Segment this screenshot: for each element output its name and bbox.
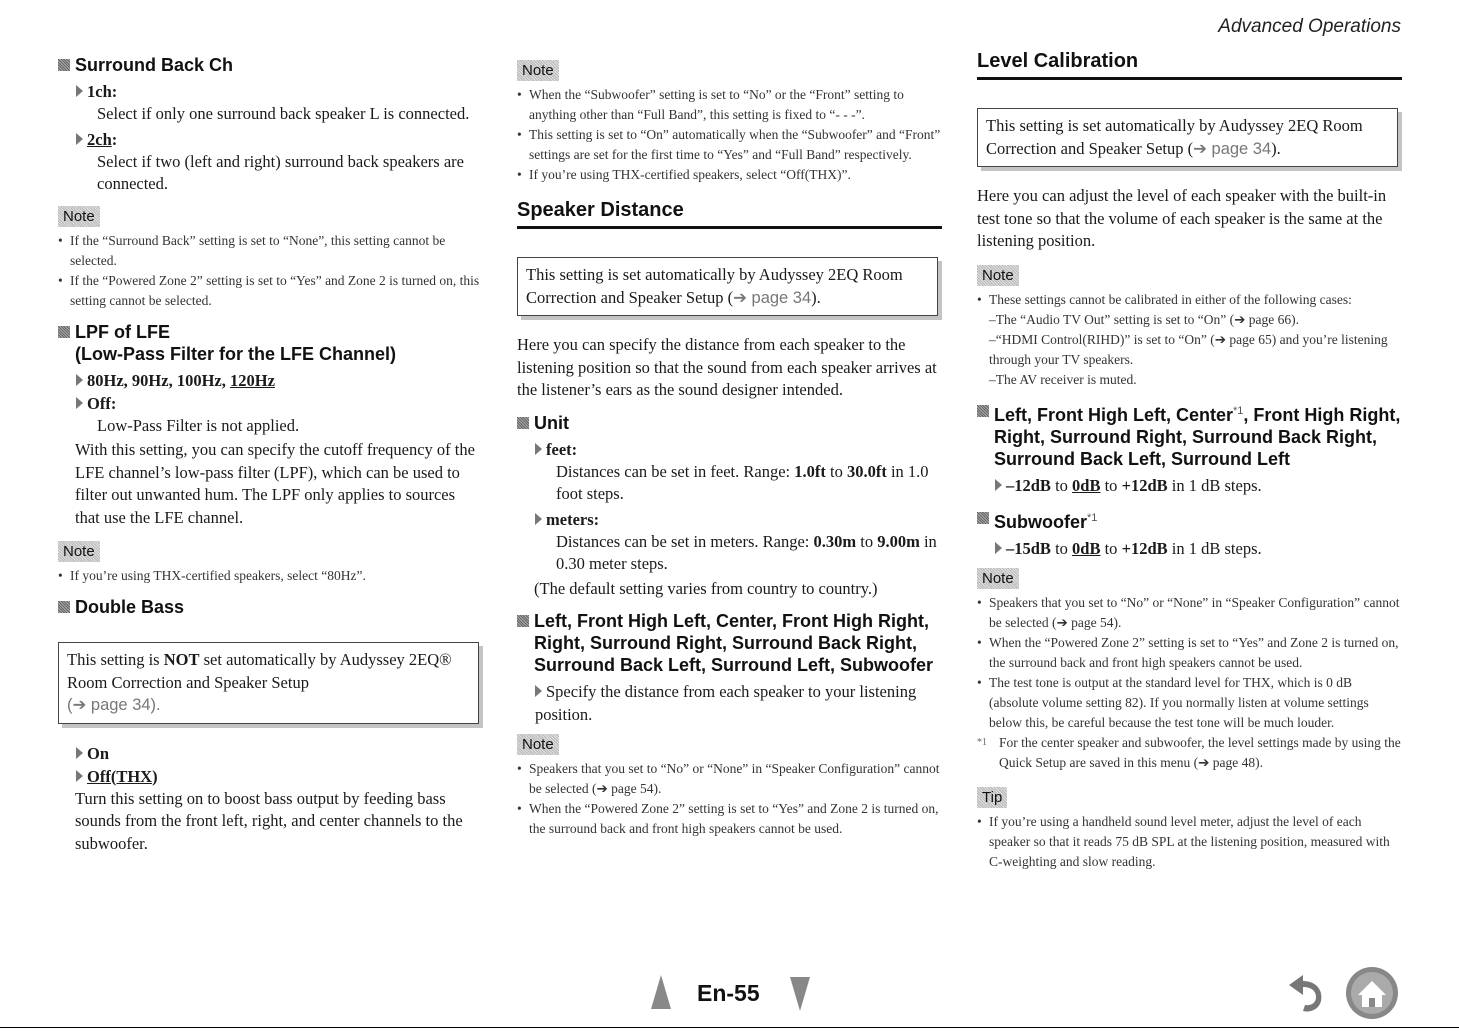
back-arrow-icon[interactable]	[1281, 971, 1327, 1015]
note-badge: Note	[517, 60, 559, 81]
tip-list	[977, 812, 1402, 872]
note-list	[977, 593, 1402, 773]
heading-speaker-distance: Speaker Distance	[517, 193, 942, 229]
section-title-lpf: LPF of LFE (Low-Pass Filter for the LFE Channel)	[58, 321, 483, 365]
note-item: • If the “Surround Back” setting is set to “None”, this setting cannot be selected.	[58, 231, 483, 271]
body-text: (The default setting varies from country to country.)	[534, 578, 878, 598]
triangle-bullet-icon	[535, 685, 542, 697]
section-title-speakers: Left, Front High Left, Center, Front High Right, Right, Surround Right, Surround Back Right, Surround Back Left, Surround Left, Subwoofer	[517, 610, 942, 676]
page-ref-link[interactable]: ➔ page 34	[733, 288, 812, 307]
option-level-range: –15dB to 0dB to +12dB in 1 dB steps.	[995, 537, 1402, 560]
triangle-bullet-icon	[76, 85, 83, 97]
next-page-icon[interactable]	[790, 977, 810, 1011]
column-left	[58, 44, 483, 859]
option-2ch: 2ch:	[76, 128, 483, 151]
tip-badge: Tip	[977, 787, 1007, 808]
bullet-square-icon	[977, 405, 989, 417]
triangle-bullet-icon	[76, 747, 83, 759]
option-desc: Select if two (left and right) surround back speakers are connected.	[97, 151, 464, 193]
body-text: With this setting, you can specify the cutoff frequency of the LFE channel’s low-pass filter (LPF), which can be used to filter out unwanted hum. The LPF only applies to sources that use the LFE channel.	[75, 440, 475, 527]
triangle-bullet-icon	[76, 397, 83, 409]
body-text: Here you can specify the distance from each speaker to the listening position so that the sound from each speaker arrives at the listener’s ears as the sound designer intended.	[517, 335, 937, 399]
note-item: • The test tone is output at the standard level for THX, which is 0 dB (absolute volume setting 82). If you normally listen at volume settings below this, be careful because the test tone will be much louder.	[977, 673, 1402, 733]
option-1ch: 1ch:	[76, 80, 483, 103]
bullet-square-icon	[977, 512, 989, 524]
note-list	[58, 566, 483, 586]
option-level-range: –12dB to 0dB to +12dB in 1 dB steps.	[995, 474, 1402, 497]
option-desc: Select if only one surround back speaker L is connected.	[97, 104, 470, 123]
bullet-square-icon	[58, 326, 70, 338]
note-list	[58, 231, 483, 311]
note-item: • This setting is set to “On” automatically when the “Subwoofer” and “Front” settings are set for the first time to “Yes” and “Full Band” respectively.	[517, 125, 942, 165]
note-subitem: –The “Audio TV Out” setting is set to “On” (➔ page 66).	[989, 311, 1299, 327]
note-subitem: –“HDMI Control(RIHD)” is set to “On” (➔ page 65) and you’re listening through your TV speakers.	[989, 331, 1388, 367]
note-item: • When the “Subwoofer” setting is set to “No” or the “Front” setting to anything other than “Full Band”, this setting is fixed to “- - -”.	[517, 85, 942, 125]
triangle-bullet-icon	[535, 443, 542, 455]
note-item: • If you’re using THX-certified speakers, select “Off(THX)”.	[517, 165, 942, 185]
option-off-thx: Off(THX)	[76, 765, 483, 788]
column-middle	[517, 44, 942, 845]
footnote-marker: *1	[1087, 511, 1098, 524]
note-item: • These settings cannot be calibrated in either of the following cases:	[977, 290, 1402, 310]
triangle-bullet-icon	[995, 479, 1002, 491]
note-item: • When the “Powered Zone 2” setting is set to “Yes” and Zone 2 is turned on, the surround back and front high speakers cannot be used.	[517, 799, 942, 839]
footnote-marker: *1	[1232, 404, 1244, 417]
heading-level-calibration: Level Calibration	[977, 44, 1402, 80]
note-badge: Note	[517, 734, 559, 755]
info-box: This setting is set automatically by Audyssey 2EQ Room Correction and Speaker Setup (➔ page 34).	[517, 257, 938, 316]
info-box: This setting is set automatically by Audyssey 2EQ Room Correction and Speaker Setup (➔ page 34).	[977, 108, 1398, 167]
note-list	[517, 759, 942, 839]
running-header: Advanced Operations	[1218, 16, 1401, 37]
body-text: Turn this setting on to boost bass output by feeding bass sounds from the front left, right, and center channels to the subwoofer.	[75, 788, 463, 853]
section-title-double-bass: Double Bass	[58, 596, 483, 618]
option-on: On	[76, 742, 483, 765]
note-badge: Note	[58, 206, 100, 227]
page-number: En-55	[697, 980, 760, 1006]
bullet-square-icon	[517, 615, 529, 627]
triangle-bullet-icon	[535, 513, 542, 525]
note-item: • When the “Powered Zone 2” setting is set to “Yes” and Zone 2 is turned on, the surround back and front high speakers cannot be used.	[977, 633, 1402, 673]
body-text: Here you can adjust the level of each speaker with the built-in test tone so that the volume of each speaker is the same at the listening position.	[977, 186, 1387, 250]
bottom-rule	[0, 1027, 1459, 1028]
note-item: • Speakers that you set to “No” or “None” in “Speaker Configuration” cannot be selected (➔ page 54).	[517, 759, 942, 799]
triangle-bullet-icon	[995, 542, 1002, 554]
note-badge: Note	[977, 568, 1019, 589]
bullet-square-icon	[58, 59, 70, 71]
section-title-speaker-levels: Left, Front High Left, Center$^{*1}$, Front High Right, Right, Surround Right, Surround Back Right, Surround Back Left, Surround Left	[977, 400, 1402, 470]
option-desc: Distances can be set in meters. Range: 0.30m to 9.00m in 0.30 meter steps.	[556, 531, 937, 573]
note-subitem: –The AV receiver is muted.	[989, 371, 1137, 387]
note-item: • Speakers that you set to “No” or “None” in “Speaker Configuration” cannot be selected (➔ page 54).	[977, 593, 1402, 633]
home-icon[interactable]	[1342, 965, 1402, 1021]
section-title-unit: Unit	[517, 412, 942, 434]
note-badge: Note	[58, 541, 100, 562]
option-desc: Low-Pass Filter is not applied.	[97, 415, 300, 435]
page-ref-link[interactable]: (➔ page 34).	[67, 696, 161, 714]
option-distance: Specify the distance from each speaker to your listening position.	[535, 682, 917, 724]
section-title-subwoofer: Subwoofer$^{*1}$	[977, 507, 1402, 533]
triangle-bullet-icon	[76, 374, 83, 386]
note-list	[977, 290, 1402, 390]
option-frequencies: 80Hz, 90Hz, 100Hz, 120Hz	[76, 369, 483, 392]
option-feet: feet:	[535, 438, 942, 461]
note-badge: Note	[977, 265, 1019, 286]
previous-page-icon[interactable]	[651, 975, 671, 1009]
note-list	[517, 85, 942, 185]
triangle-bullet-icon	[76, 770, 83, 782]
option-off: Off:	[76, 392, 483, 415]
bullet-square-icon	[517, 417, 529, 429]
footnote: *1 For the center speaker and subwoofer, the level settings made by using the Quick Setup are saved in this menu (➔ page 48).	[977, 733, 1402, 773]
info-box: This setting is NOT set automatically by Audyssey 2EQ® Room Correction and Speaker Setup (➔ page 34).	[58, 642, 479, 724]
tip-item: • If you’re using a handheld sound level meter, adjust the level of each speaker so that it reads 75 dB SPL at the listening position, measured with C-weighting and slow reading.	[977, 812, 1402, 872]
section-title-surround-back-ch: Surround Back Ch	[58, 54, 483, 76]
option-meters: meters:	[535, 508, 942, 531]
page-ref-link[interactable]: ➔ page 34	[1193, 139, 1272, 158]
note-item: • If the “Powered Zone 2” setting is set to “Yes” and Zone 2 is turned on, this setting cannot be selected.	[58, 271, 483, 311]
triangle-bullet-icon	[76, 133, 83, 145]
note-item: • If you’re using THX-certified speakers, select “80Hz”.	[58, 566, 483, 586]
option-desc: Distances can be set in feet. Range: 1.0ft to 30.0ft in 1.0 foot steps.	[556, 461, 929, 503]
bullet-square-icon	[58, 601, 70, 613]
column-right	[977, 44, 1402, 878]
